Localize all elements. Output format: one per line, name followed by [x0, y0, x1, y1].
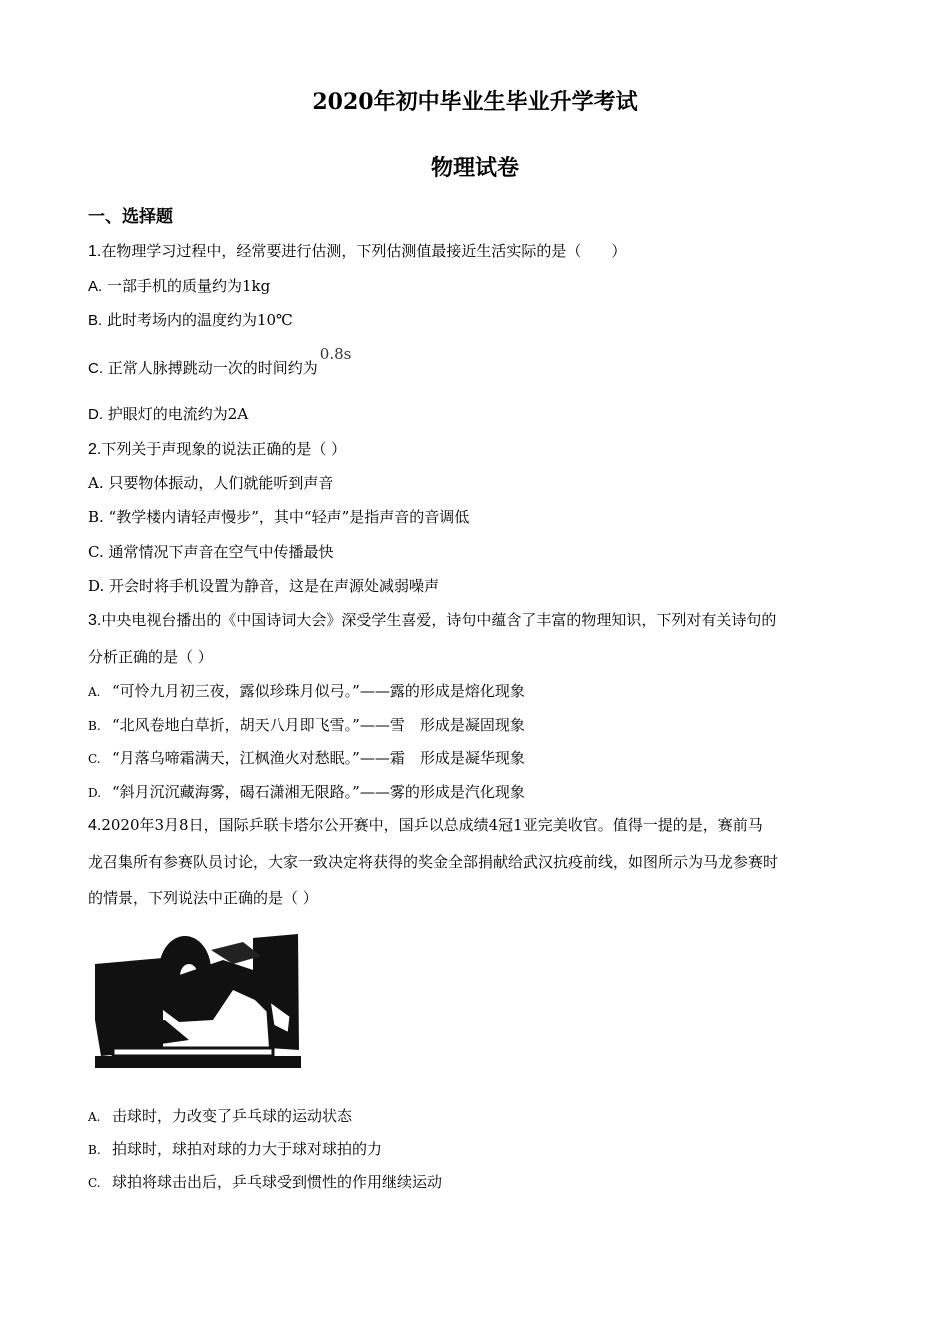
- option-text: 此时考场内的温度约为10℃: [106, 311, 293, 329]
- option-label: C.: [88, 360, 103, 377]
- question-text: 2020年3月8日，国际乒联卡塔尔公开赛中，国乒以总成绩4冠1亚完美收官。值得一提的是，赛前马: [101, 816, 763, 834]
- section-heading: 一、选择题: [88, 207, 173, 227]
- question-number: 1.: [88, 243, 102, 260]
- question-4-option-b: [88, 1137, 868, 1162]
- option-label: B.: [88, 1143, 101, 1157]
- option-text: 护眼灯的电流约为2A: [107, 405, 249, 423]
- option-label: A.: [88, 685, 101, 699]
- exam-title: 2020年初中毕业生毕业升学考试: [312, 89, 638, 115]
- question-4-stem-line-1: [88, 813, 868, 838]
- question-1-option-d: [88, 402, 868, 427]
- question-1-stem: [88, 239, 868, 264]
- question-4-stem-line-2: 龙召集所有参赛队员讨论，大家一致决定将获得的奖金全部捐献给武汉抗疫前线，如图所示为马龙参赛时: [88, 853, 779, 871]
- question-text: 在物理学习过程中，经常要进行估测，下列估测值最接近生活实际的是（ ）: [101, 242, 627, 260]
- option-label: A.: [88, 1110, 101, 1124]
- option-label: A.: [88, 278, 103, 295]
- question-text: 下列关于声现象的说法正确的是（ ）: [101, 440, 347, 458]
- option-text: 一部手机的质量约为1kg: [106, 277, 271, 295]
- question-2-option-c: C. 通常情况下声音在空气中传播最快: [88, 543, 334, 561]
- option-label: B.: [88, 312, 103, 329]
- formula-value: 0.8s: [319, 345, 352, 363]
- question-2-stem: [88, 437, 868, 462]
- option-label: D.: [88, 786, 102, 800]
- question-3-option-d: [88, 780, 868, 805]
- question-2-option-b: B. “教学楼内请轻声慢步”，其中“轻声”是指声音的音调低: [88, 508, 470, 526]
- question-4-option-a: [88, 1104, 868, 1129]
- question-1-option-c: [88, 345, 868, 381]
- option-label: C.: [88, 752, 101, 766]
- question-number: 2.: [88, 441, 102, 458]
- question-3-stem-line-1: [88, 608, 868, 633]
- question-text: 中央电视台播出的《中国诗词大会》深受学生喜爱，诗句中蕴含了丰富的物理知识，下列对有关诗句的: [101, 611, 777, 629]
- exam-subtitle: 物理试卷: [430, 155, 519, 181]
- question-3-option-b: [88, 713, 868, 738]
- option-label: D.: [88, 406, 103, 423]
- question-3-stem-line-2: 分析正确的是（ ）: [88, 648, 213, 666]
- option-label: B.: [88, 719, 101, 733]
- question-3-option-a: [88, 679, 868, 704]
- question-1-option-a: [88, 274, 868, 299]
- question-1-option-b: [88, 308, 868, 333]
- option-text: 球拍将球击出后，乒乓球受到惯性的作用继续运动: [112, 1173, 443, 1191]
- question-4-stem-line-3: 的情景，下列说法中正确的是（ ）: [88, 889, 318, 907]
- option-text: “月落乌啼霜满天，江枫渔火对愁眠。”——霜 形成是凝华现象: [112, 749, 525, 767]
- option-text: 拍球时，球拍对球的力大于球对球拍的力: [112, 1140, 383, 1158]
- question-2-option-a: A. 只要物体振动，人们就能听到声音: [88, 474, 334, 492]
- option-label: C.: [88, 1176, 101, 1190]
- question-4-option-c: [88, 1170, 868, 1195]
- option-text: “北风卷地白草折，胡天八月即飞雪。”——雪 形成是凝固现象: [112, 716, 525, 734]
- option-text: 击球时，力改变了乒乓球的运动状态: [112, 1107, 353, 1125]
- table-tennis-player-image: [93, 930, 301, 1070]
- option-text: “斜月沉沉藏海雾，碣石潇湘无限路。”——雾的形成是汽化现象: [112, 783, 525, 801]
- question-number: 3.: [88, 612, 102, 629]
- option-text: 正常人脉搏跳动一次的时间约为: [107, 359, 318, 377]
- question-3-option-c: [88, 746, 868, 771]
- option-text: “可怜九月初三夜，露似珍珠月似弓。”——露的形成是熔化现象: [112, 682, 525, 700]
- question-2-option-d: D. 开会时将手机设置为静音，这是在声源处减弱噪声: [88, 577, 440, 595]
- player-figure: [93, 930, 301, 1070]
- question-number: 4.: [88, 817, 102, 834]
